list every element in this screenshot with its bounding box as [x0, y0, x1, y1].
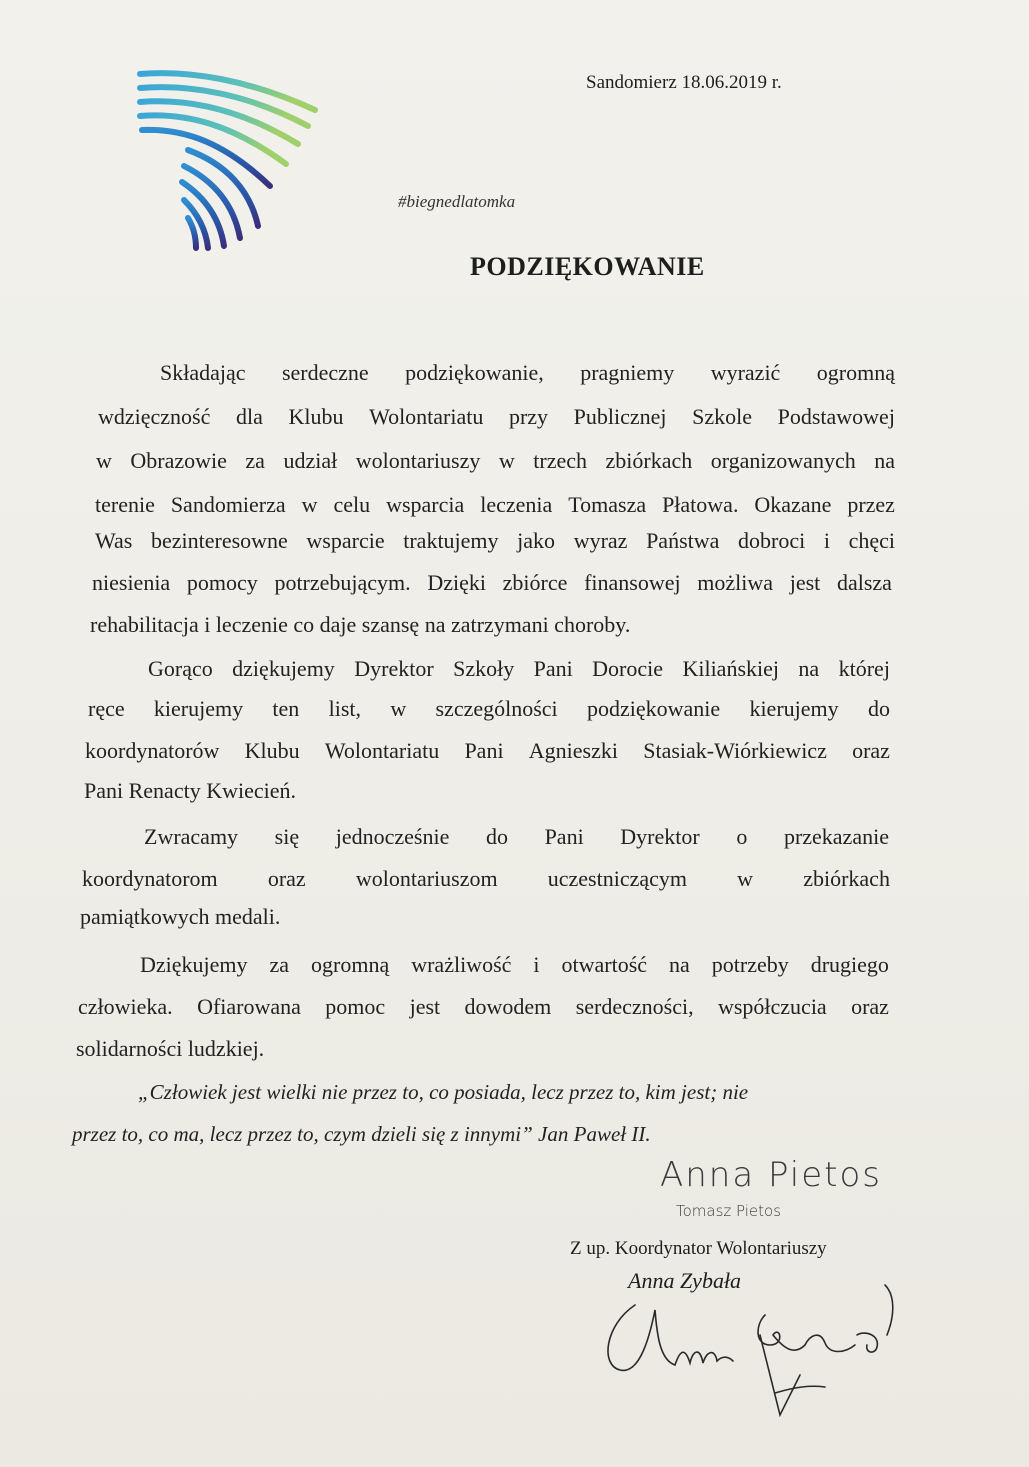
body-line: koordynatorom oraz wolontariuszom uczestniczącym w zbiórkach	[82, 866, 890, 891]
signatory-name: Anna Zybała	[628, 1268, 742, 1293]
handwritten-signature-1: Anna Pietos	[660, 1155, 882, 1195]
body-line: koordynatorów Klubu Wolontariatu Pani Agnieszki Stasiak-Wiórkiewicz oraz	[85, 738, 890, 763]
body-line: Gorąco dziękujemy Dyrektor Szkoły Pani Dorocie Kiliańskiej na której	[148, 656, 890, 681]
handwritten-signature-2: Tomasz Pietos	[676, 1202, 782, 1220]
body-line: Zwracamy się jednocześnie do Pani Dyrektor o przekazanie	[144, 824, 889, 849]
stripes-t-logo	[130, 60, 330, 255]
body-line: solidarności ludzkiej.	[76, 1036, 265, 1061]
body-line: niesienia pomocy potrzebującym. Dzięki zbiórce finansowej możliwa jest dalsza	[92, 570, 892, 595]
body-line: terenie Sandomierza w celu wsparcia leczenia Tomasza Płatowa. Okazane przez	[95, 492, 895, 517]
body-line: wdzięczność dla Klubu Wolontariatu przy Publicznej Szkole Podstawowej	[98, 404, 895, 429]
quote-line: „Człowiek jest wielki nie przez to, co posiada, lecz przez to, kim jest; nie	[138, 1080, 749, 1104]
quote-line: przez to, co ma, lecz przez to, czym dzieli się z innymi” Jan Paweł II.	[72, 1122, 651, 1146]
campaign-hashtag: #biegnedlatomka	[398, 192, 516, 211]
signatory-role: Z up. Koordynator Wolontariuszy	[570, 1238, 827, 1259]
letter-date: Sandomierz 18.06.2019 r.	[586, 72, 782, 93]
body-line: Was bezinteresowne wsparcie traktujemy jako wyraz Państwa dobroci i chęci	[95, 528, 895, 553]
body-line: w Obrazowie za udział wolontariuszy w trzech zbiórkach organizowanych na	[96, 448, 895, 473]
body-line: pamiątkowych medali.	[80, 904, 281, 929]
letter-title: PODZIĘKOWANIE	[470, 252, 705, 281]
body-line: Pani Renacty Kwiecień.	[84, 778, 296, 803]
body-line: ręce kierujemy ten list, w szczególności podziękowanie kierujemy do	[88, 696, 890, 721]
body-line: człowieka. Ofiarowana pomoc jest dowodem serdeczności, współczucia oraz	[78, 994, 889, 1019]
body-line: Składając serdeczne podziękowanie, pragniemy wyrazić ogromną	[160, 360, 895, 385]
body-line: Dziękujemy za ogromną wrażliwość i otwartość na potrzeby drugiego	[140, 952, 889, 977]
body-line: rehabilitacja i leczenie co daje szansę na zatrzymani choroby.	[90, 612, 631, 637]
signature-scribble	[595, 1275, 905, 1425]
